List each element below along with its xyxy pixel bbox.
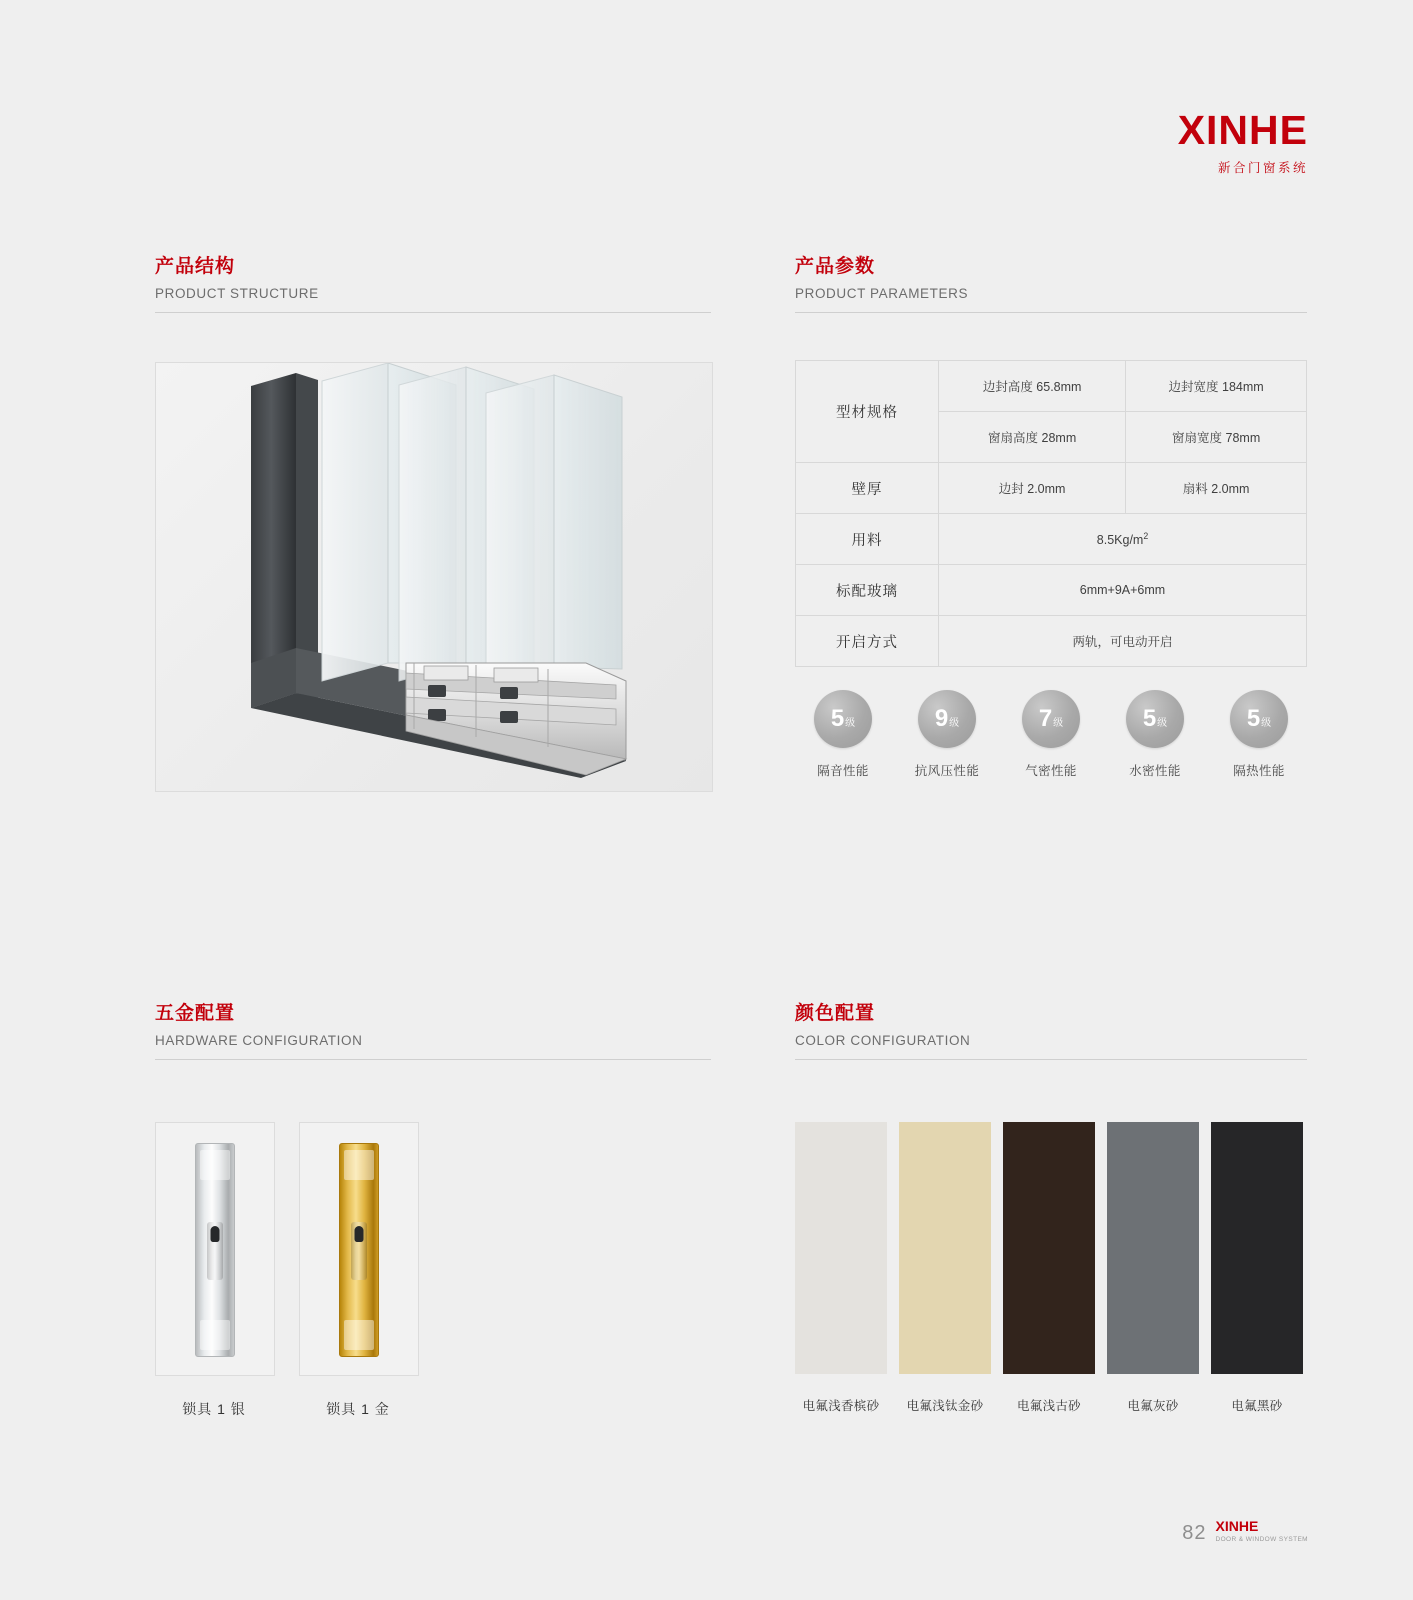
table-row: [796, 616, 1307, 667]
rating-label: 隔热性能: [1233, 764, 1285, 778]
rating-unit: 级: [1261, 718, 1272, 729]
list-item: [1107, 1122, 1199, 1414]
param-label: 型材规格: [796, 361, 939, 463]
rating-unit: 级: [1053, 718, 1064, 729]
performance-item-thermal: [1211, 690, 1307, 779]
param-value-material: $8.5Kg/m^2$: [939, 514, 1307, 565]
product-structure-image: [155, 362, 713, 792]
list-item: [899, 1122, 991, 1414]
color-swatch: [899, 1122, 991, 1374]
section-heading-parameters: [795, 255, 1307, 313]
rating-value: 7: [1038, 705, 1053, 732]
footer-brand-name: XINHE: [1215, 1518, 1259, 1534]
lock-cap-top: [344, 1150, 374, 1180]
section-title-en-hardware: HARDWARE CONFIGURATION: [155, 1033, 711, 1060]
hardware-list: [155, 1122, 417, 1419]
rating-badge: [814, 690, 872, 748]
performance-item-windpressure: [899, 690, 995, 779]
performance-item-sound: [795, 690, 891, 779]
param-label: 用料: [796, 514, 939, 565]
section-title-cn-color: 颜色配置: [795, 1003, 876, 1024]
color-label: 电氟浅古砂: [1016, 1399, 1081, 1413]
rating-label: 隔音性能: [817, 764, 869, 778]
param-label: 标配玻璃: [796, 565, 939, 616]
section-heading-hardware: [155, 1002, 711, 1060]
section-title-en-parameters: PRODUCT PARAMETERS: [795, 286, 1307, 313]
color-swatch: [795, 1122, 887, 1374]
rating-unit: 级: [949, 718, 960, 729]
table-row: [796, 463, 1307, 514]
param-value: 窗扇高度 28mm: [939, 412, 1126, 463]
table-row: [796, 565, 1307, 616]
rating-value: 9: [934, 705, 949, 732]
brand-name: XINHE: [1177, 107, 1308, 153]
rating-value: 5: [1142, 705, 1157, 732]
color-label: 电氟浅钛金砂: [906, 1399, 984, 1413]
page-number: 82: [1182, 1522, 1207, 1544]
rating-label: 抗风压性能: [914, 764, 980, 778]
footer-logo: [1216, 1519, 1309, 1543]
lock-cap-bottom: [344, 1320, 374, 1350]
list-item: [795, 1122, 887, 1414]
color-label: 电氟浅香槟砂: [802, 1399, 880, 1413]
section-title-cn-hardware: 五金配置: [155, 1003, 236, 1024]
rating-unit: 级: [845, 718, 856, 729]
performance-ratings: [795, 690, 1307, 779]
color-swatch-list: [795, 1122, 1303, 1414]
hardware-label: 锁具 1 金: [326, 1401, 390, 1417]
color-swatch: [1003, 1122, 1095, 1374]
brand-logo: [1177, 107, 1308, 176]
param-value: 边封宽度 184mm: [1126, 361, 1307, 412]
param-label: 开启方式: [796, 616, 939, 667]
section-title-cn-parameters: 产品参数: [795, 256, 876, 277]
param-value: 6mm+9A+6mm: [939, 565, 1307, 616]
section-heading-structure: [155, 255, 711, 313]
rating-badge: [918, 690, 976, 748]
performance-item-watertight: [1107, 690, 1203, 779]
param-value: 扇料 2.0mm: [1126, 463, 1307, 514]
param-value: 窗扇宽度 78mm: [1126, 412, 1307, 463]
rating-value: 5: [830, 705, 845, 732]
rating-unit: 级: [1157, 718, 1168, 729]
rating-badge: [1022, 690, 1080, 748]
param-value: 两轨，可电动开启: [939, 616, 1307, 667]
color-swatch: [1211, 1122, 1303, 1374]
rating-value: 5: [1246, 705, 1261, 732]
param-label: 壁厚: [796, 463, 939, 514]
color-label: 电氟黑砂: [1231, 1399, 1283, 1413]
brand-subtitle: 新合门窗系统: [1217, 161, 1308, 175]
rating-badge: [1126, 690, 1184, 748]
table-row: [796, 361, 1307, 412]
performance-item-airtight: [1003, 690, 1099, 779]
lock-cap-bottom: [200, 1320, 230, 1350]
window-profile-illustration: [156, 363, 712, 791]
product-parameters-table: [795, 360, 1307, 667]
color-swatch: [1107, 1122, 1199, 1374]
param-value: 边封高度 65.8mm: [939, 361, 1126, 412]
list-item: [1003, 1122, 1095, 1414]
lock-cap-top: [200, 1150, 230, 1180]
list-item: [1211, 1122, 1303, 1414]
color-label: 电氟灰砂: [1127, 1399, 1179, 1413]
lock-icon: [195, 1143, 235, 1357]
rating-label: 水密性能: [1129, 764, 1181, 778]
page-footer: [1182, 1519, 1308, 1543]
list-item: [155, 1122, 273, 1419]
lock-keyhole: [355, 1226, 364, 1242]
rating-label: 气密性能: [1025, 764, 1077, 778]
footer-brand-subtitle: DOOR & WINDOW SYSTEM: [1215, 1536, 1308, 1543]
hardware-image-silver: [155, 1122, 275, 1376]
section-title-en-structure: PRODUCT STRUCTURE: [155, 286, 711, 313]
hardware-label: 锁具 1 银: [182, 1401, 246, 1417]
section-heading-color: [795, 1002, 1307, 1060]
table-row: [796, 514, 1307, 565]
lock-keyhole: [211, 1226, 220, 1242]
section-title-cn-structure: 产品结构: [155, 256, 236, 277]
hardware-image-gold: [299, 1122, 419, 1376]
rating-badge: [1230, 690, 1288, 748]
lock-icon: [339, 1143, 379, 1357]
list-item: [299, 1122, 417, 1419]
section-title-en-color: COLOR CONFIGURATION: [795, 1033, 1307, 1060]
param-value: 边封 2.0mm: [939, 463, 1126, 514]
